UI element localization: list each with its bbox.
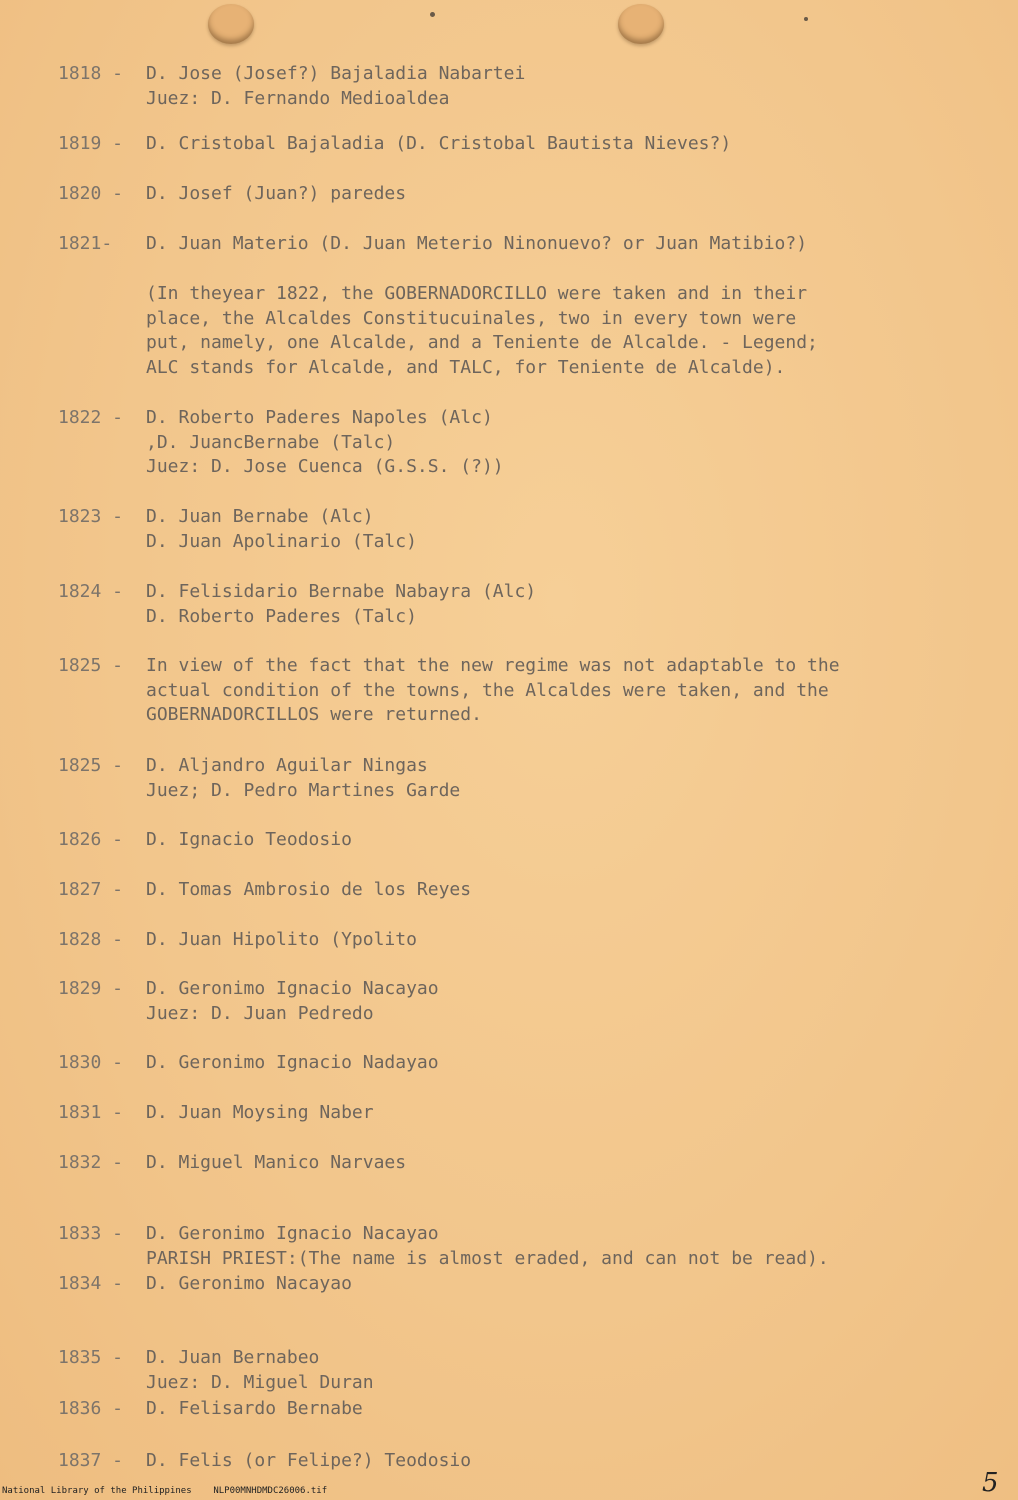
entry-line: D. Geronimo Nacayao — [146, 1273, 352, 1294]
entry-year: 1835 - — [58, 1347, 124, 1368]
entry-body — [146, 928, 956, 953]
entry-year: 1818 - — [58, 63, 124, 84]
entry-line: put, namely, one Alcalde, and a Teniente de Alcalde. - Legend; — [146, 332, 818, 353]
entry-line: D. Felis (or Felipe?) Teodosio — [146, 1450, 472, 1471]
entry-line: D. Felisardo Bernabe — [146, 1398, 363, 1419]
entry-line: D. Ignacio Teodosio — [146, 829, 352, 850]
entry-line: D. Miguel Manico Narvaes — [146, 1152, 407, 1173]
entry-line: actual condition of the towns, the Alcaldes were taken, and the — [146, 679, 829, 701]
entry-year: 1826 - — [58, 829, 124, 850]
entry-body — [146, 1051, 956, 1076]
page-number: 5 — [982, 1468, 999, 1498]
entry-line: (In theyear 1822, the GOBERNADORCILLO were taken and in their — [146, 283, 808, 304]
entry-year: 1830 - — [58, 1052, 124, 1073]
entry-body — [146, 828, 956, 853]
entry-line: ALC stands for Alcalde, and TALC, for Teniente de Alcalde). — [146, 356, 786, 378]
entry-body — [146, 182, 956, 207]
entry-body — [146, 282, 956, 380]
footer-library: National Library of the Philippines — [2, 1486, 192, 1496]
entry-year: 1821- — [58, 233, 113, 254]
entry-line: D. Juan Apolinario (Talc) — [146, 530, 417, 552]
entry-year: 1825 - — [58, 755, 124, 776]
entry-year: 1834 - — [58, 1273, 124, 1294]
entry-body — [146, 62, 956, 111]
entry-line: D. Josef (Juan?) paredes — [146, 183, 407, 204]
entry-line: Juez: D. Juan Pedredo — [146, 1002, 374, 1024]
entry-line: D. Juan Materio (D. Juan Meterio Ninonuevo? or Juan Matibio?) — [146, 233, 808, 254]
entry-year: 1828 - — [58, 929, 124, 950]
entry-year: 1825 - — [58, 655, 124, 676]
entry-line: ,D. JuancBernabe (Talc) — [146, 431, 396, 453]
entry-body — [146, 878, 956, 903]
entry-body — [146, 1151, 956, 1176]
entry-line: D. Roberto Paderes Napoles (Alc) — [146, 407, 493, 428]
entry-line: D. Geronimo Ignacio Nacayao — [146, 978, 439, 999]
entry-line: Juez; D. Pedro Martines Garde — [146, 779, 461, 801]
entry-line: D. Geronimo Ignacio Nacayao — [146, 1223, 439, 1244]
entry-line: D. Aljandro Aguilar Ningas — [146, 755, 428, 776]
entry-year: 1824 - — [58, 581, 124, 602]
entry-line: Juez: D. Fernando Medioaldea — [146, 87, 450, 109]
entry-body — [146, 754, 956, 803]
entry-line: Juez: D. Miguel Duran — [146, 1371, 374, 1393]
entry-body — [146, 1449, 956, 1474]
entry-line: D. Roberto Paderes (Talc) — [146, 605, 417, 627]
entry-body — [146, 654, 956, 728]
entry-body — [146, 505, 956, 554]
entry-body — [146, 1397, 956, 1422]
entry-body — [146, 132, 956, 157]
entry-body — [146, 580, 956, 629]
entry-year: 1822 - — [58, 407, 124, 428]
entry-year: 1829 - — [58, 978, 124, 999]
entry-body — [146, 1272, 956, 1297]
entry-line: D. Cristobal Bajaladia (D. Cristobal Bautista Nieves?) — [146, 133, 732, 154]
entry-body — [146, 1222, 956, 1271]
entry-line: place, the Alcaldes Constitucuinales, two in every town were — [146, 307, 797, 329]
entry-line: D. Felisidario Bernabe Nabayra (Alc) — [146, 581, 537, 602]
entry-year: 1836 - — [58, 1398, 124, 1419]
entry-line: PARISH PRIEST:(The name is almost eraded, and can not be read). — [146, 1247, 829, 1269]
entry-body — [146, 232, 956, 257]
archive-footer — [2, 1486, 327, 1496]
entry-line: In view of the fact that the new regime was not adaptable to the — [146, 655, 840, 676]
entry-line: D. Juan Bernabeo — [146, 1347, 320, 1368]
entry-year: 1819 - — [58, 133, 124, 154]
entry-line: D. Juan Moysing Naber — [146, 1102, 374, 1123]
entry-body — [146, 1101, 956, 1126]
entry-line: D. Tomas Ambrosio de los Reyes — [146, 879, 472, 900]
entry-line: D. Juan Hipolito (Ypolito — [146, 929, 417, 950]
entry-body — [146, 406, 956, 480]
entry-line: D. Jose (Josef?) Bajaladia Nabartei — [146, 63, 526, 84]
entry-body — [146, 977, 956, 1026]
entry-year: 1823 - — [58, 506, 124, 527]
entry-year: 1832 - — [58, 1152, 124, 1173]
entry-line: GOBERNADORCILLOS were returned. — [146, 704, 482, 725]
entry-year: 1833 - — [58, 1223, 124, 1244]
entry-line: D. Juan Bernabe (Alc) — [146, 506, 374, 527]
entry-year: 1827 - — [58, 879, 124, 900]
entry-body — [146, 1346, 956, 1395]
entry-year: 1820 - — [58, 183, 124, 204]
entry-year: 1837 - — [58, 1450, 124, 1471]
footer-filename: NLP00MNHDMDC26006.tif — [213, 1486, 328, 1496]
entry-line: D. Geronimo Ignacio Nadayao — [146, 1052, 439, 1073]
entry-line: Juez: D. Jose Cuenca (G.S.S. (?)) — [146, 456, 504, 477]
entry-year: 1831 - — [58, 1102, 124, 1123]
